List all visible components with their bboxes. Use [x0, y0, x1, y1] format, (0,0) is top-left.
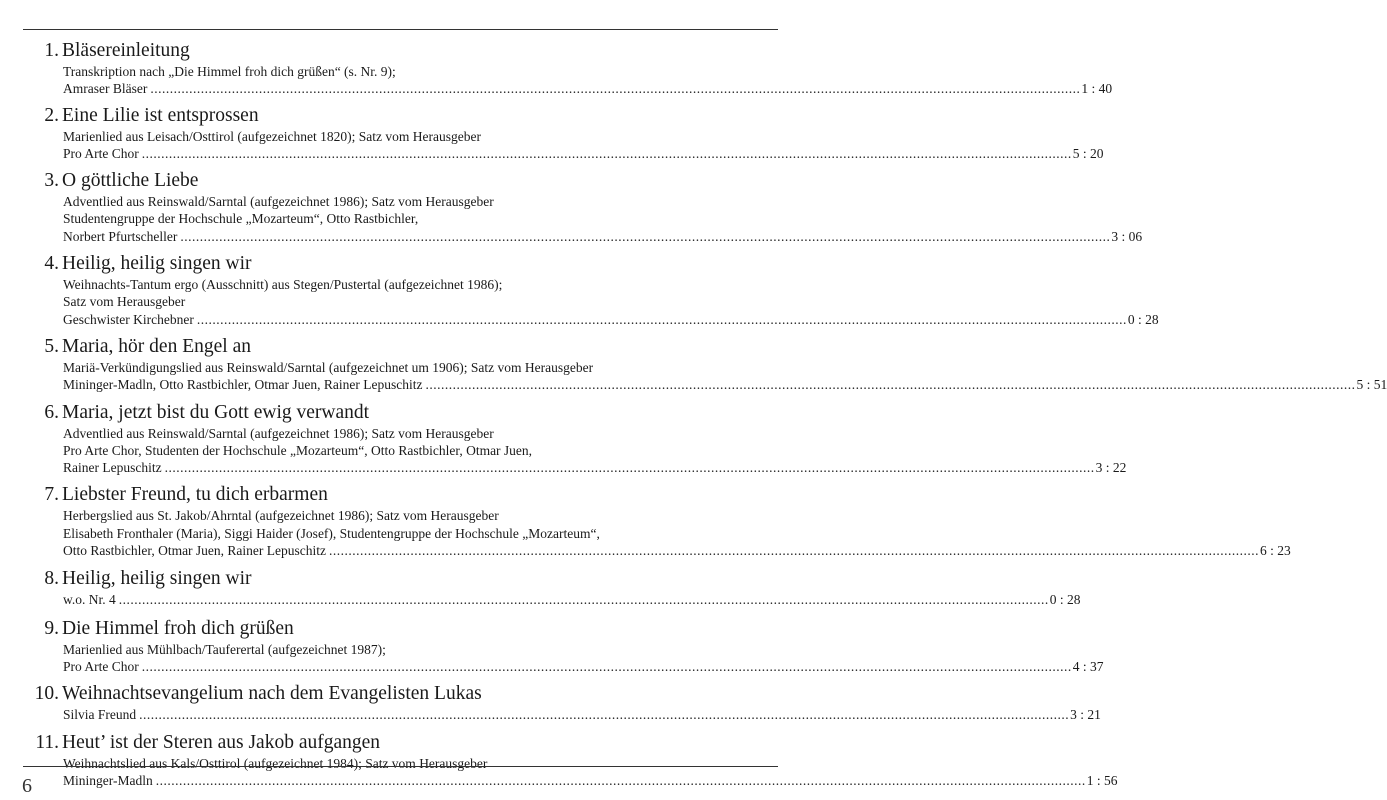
track-description: Herbergslied aus St. Jakob/Ahrntal (aufgezeichnet 1986); Satz vom Herausgeber	[63, 508, 499, 524]
performer-line	[63, 772, 1118, 789]
performer-line	[63, 459, 1127, 476]
track-number: 7.	[44, 484, 59, 506]
track-duration: 0 : 28	[1127, 311, 1159, 327]
track-title: Bläsereinleitung	[62, 40, 190, 61]
track-1	[0, 38, 1113, 98]
track-title: Liebster Freund, tu dich erbarmen	[62, 484, 328, 506]
track-number: 10.	[34, 683, 59, 705]
track-number: 4.	[44, 253, 59, 275]
dot-leader: ................................................................................................................................................................................................................................................	[141, 145, 1072, 161]
track-title: Weihnachtsevangelium nach dem Evangelisten Lukas	[62, 683, 482, 705]
track-description: Transkription nach „Die Himmel froh dich grüßen“ (s. Nr. 9);	[63, 64, 396, 79]
track-title: Maria, jetzt bist du Gott ewig verwandt	[62, 401, 370, 423]
track-performers: Rainer Lepuschitz	[63, 460, 162, 476]
track-description: Pro Arte Chor, Studenten der Hochschule „Mozarteum“, Otto Rastbichler, Otmar Juen,	[63, 442, 533, 458]
page-number: 6	[22, 775, 32, 797]
track-title: Heilig, heilig singen wir	[62, 568, 252, 590]
dot-leader: ................................................................................................................................................................................................................................................	[139, 707, 1070, 723]
track-7	[0, 482, 1291, 559]
track-performers: w.o. Nr. 4	[63, 592, 116, 608]
dot-leader: ................................................................................................................................................................................................................................................	[118, 592, 1049, 608]
track-performers: Pro Arte Chor	[63, 658, 139, 674]
track-performers: Mininger-Madln	[63, 772, 153, 788]
track-performers: Pro Arte Chor	[63, 145, 139, 161]
performer-line	[63, 80, 1113, 97]
track-duration: 6 : 23	[1260, 543, 1291, 559]
track-duration: 1 : 56	[1086, 772, 1118, 788]
track-description: Satz vom Herausgeber	[63, 294, 186, 310]
track-duration: 1 : 40	[1081, 81, 1113, 97]
track-description: Weihnachts-Tantum ergo (Ausschnitt) aus Stegen/Pustertal (aufgezeichnet 1986);	[63, 277, 503, 293]
performer-line	[63, 542, 1291, 559]
track-description: Marienlied aus Leisach/Osttirol (aufgezeichnet 1820); Satz vom Herausgeber	[63, 128, 481, 144]
track-description: Mariä-Verkündigungslied aus Reinswald/Sarntal (aufgezeichnet um 1906); Satz vom Herausgeber	[63, 359, 594, 375]
track-duration: 5 : 20	[1072, 145, 1104, 161]
track-number: 1.	[44, 40, 59, 61]
track-description: Studentengruppe der Hochschule „Mozarteum“, Otto Rastbichler,	[63, 211, 419, 227]
track-number: 2.	[44, 104, 59, 126]
performer-line	[63, 591, 1081, 608]
track-performers: Mininger-Madln, Otto Rastbichler, Otmar Juen, Rainer Lepuschitz	[63, 377, 423, 393]
track-number: 5.	[44, 335, 59, 357]
track-title: Die Himmel froh dich grüßen	[62, 617, 294, 639]
track-number: 6.	[44, 401, 59, 423]
track-3	[0, 168, 1143, 245]
track-duration: 0 : 28	[1049, 592, 1081, 608]
track-number: 3.	[44, 170, 59, 192]
track-5	[0, 334, 1387, 394]
track-duration: 4 : 37	[1072, 658, 1104, 674]
track-9	[0, 616, 1104, 676]
performer-line	[63, 658, 1104, 675]
track-number: 8.	[44, 568, 59, 590]
performer-line	[63, 311, 1159, 328]
track-title: Maria, hör den Engel an	[62, 335, 251, 357]
dot-leader: ................................................................................................................................................................................................................................................	[164, 460, 1095, 476]
track-10	[0, 681, 1101, 723]
track-description: Elisabeth Fronthaler (Maria), Siggi Haider (Josef), Studentengruppe der Hochschule „Mozarteum“,	[63, 525, 600, 541]
track-number: 9.	[44, 617, 59, 639]
track-duration: 3 : 06	[1111, 228, 1143, 244]
track-performers: Amraser Bläser	[63, 81, 148, 97]
track-4	[0, 251, 1159, 328]
performer-line	[63, 376, 1387, 393]
track-performers: Otto Rastbichler, Otmar Juen, Rainer Lepuschitz	[63, 543, 327, 559]
track-duration: 3 : 21	[1070, 707, 1101, 723]
dot-leader: ................................................................................................................................................................................................................................................	[180, 228, 1111, 244]
track-title: Heut’ ist der Steren aus Jakob aufgangen	[62, 731, 381, 753]
track-list	[0, 38, 1387, 789]
track-title: O göttliche Liebe	[62, 170, 199, 192]
track-2	[0, 103, 1104, 163]
track-performers: Geschwister Kirchebner	[63, 311, 194, 327]
track-description: Marienlied aus Mühlbach/Tauferertal (aufgezeichnet 1987);	[63, 641, 386, 657]
track-description: Adventlied aus Reinswald/Sarntal (aufgezeichnet 1986); Satz vom Herausgeber	[63, 194, 494, 210]
dot-leader: ................................................................................................................................................................................................................................................	[329, 543, 1260, 559]
performer-line	[63, 145, 1104, 162]
top-rule	[23, 29, 778, 30]
track-6	[0, 400, 1127, 477]
track-description: Adventlied aus Reinswald/Sarntal (aufgezeichnet 1986); Satz vom Herausgeber	[63, 425, 494, 441]
dot-leader: ................................................................................................................................................................................................................................................	[425, 377, 1356, 393]
track-title: Eine Lilie ist entsprossen	[62, 104, 259, 126]
dot-leader: ................................................................................................................................................................................................................................................	[196, 311, 1127, 327]
track-performers: Silvia Freund	[63, 707, 137, 723]
dot-leader: ................................................................................................................................................................................................................................................	[141, 658, 1072, 674]
track-duration: 5 : 51	[1356, 377, 1387, 393]
track-title: Heilig, heilig singen wir	[62, 253, 252, 275]
track-performers: Norbert Pfurtscheller	[63, 228, 178, 244]
track-description: Weihnachtslied aus Kals/Osttirol (aufgezeichnet 1984); Satz vom Herausgeber	[63, 755, 488, 771]
dot-leader: ................................................................................................................................................................................................................................................	[155, 772, 1086, 788]
track-duration: 3 : 22	[1095, 460, 1127, 476]
bottom-rule	[23, 766, 778, 767]
dot-leader: ................................................................................................................................................................................................................................................	[150, 81, 1081, 97]
performer-line	[63, 228, 1143, 245]
track-number: 11.	[35, 731, 59, 753]
performer-line	[63, 706, 1101, 723]
track-8	[0, 566, 1081, 608]
track-11	[0, 730, 1118, 790]
